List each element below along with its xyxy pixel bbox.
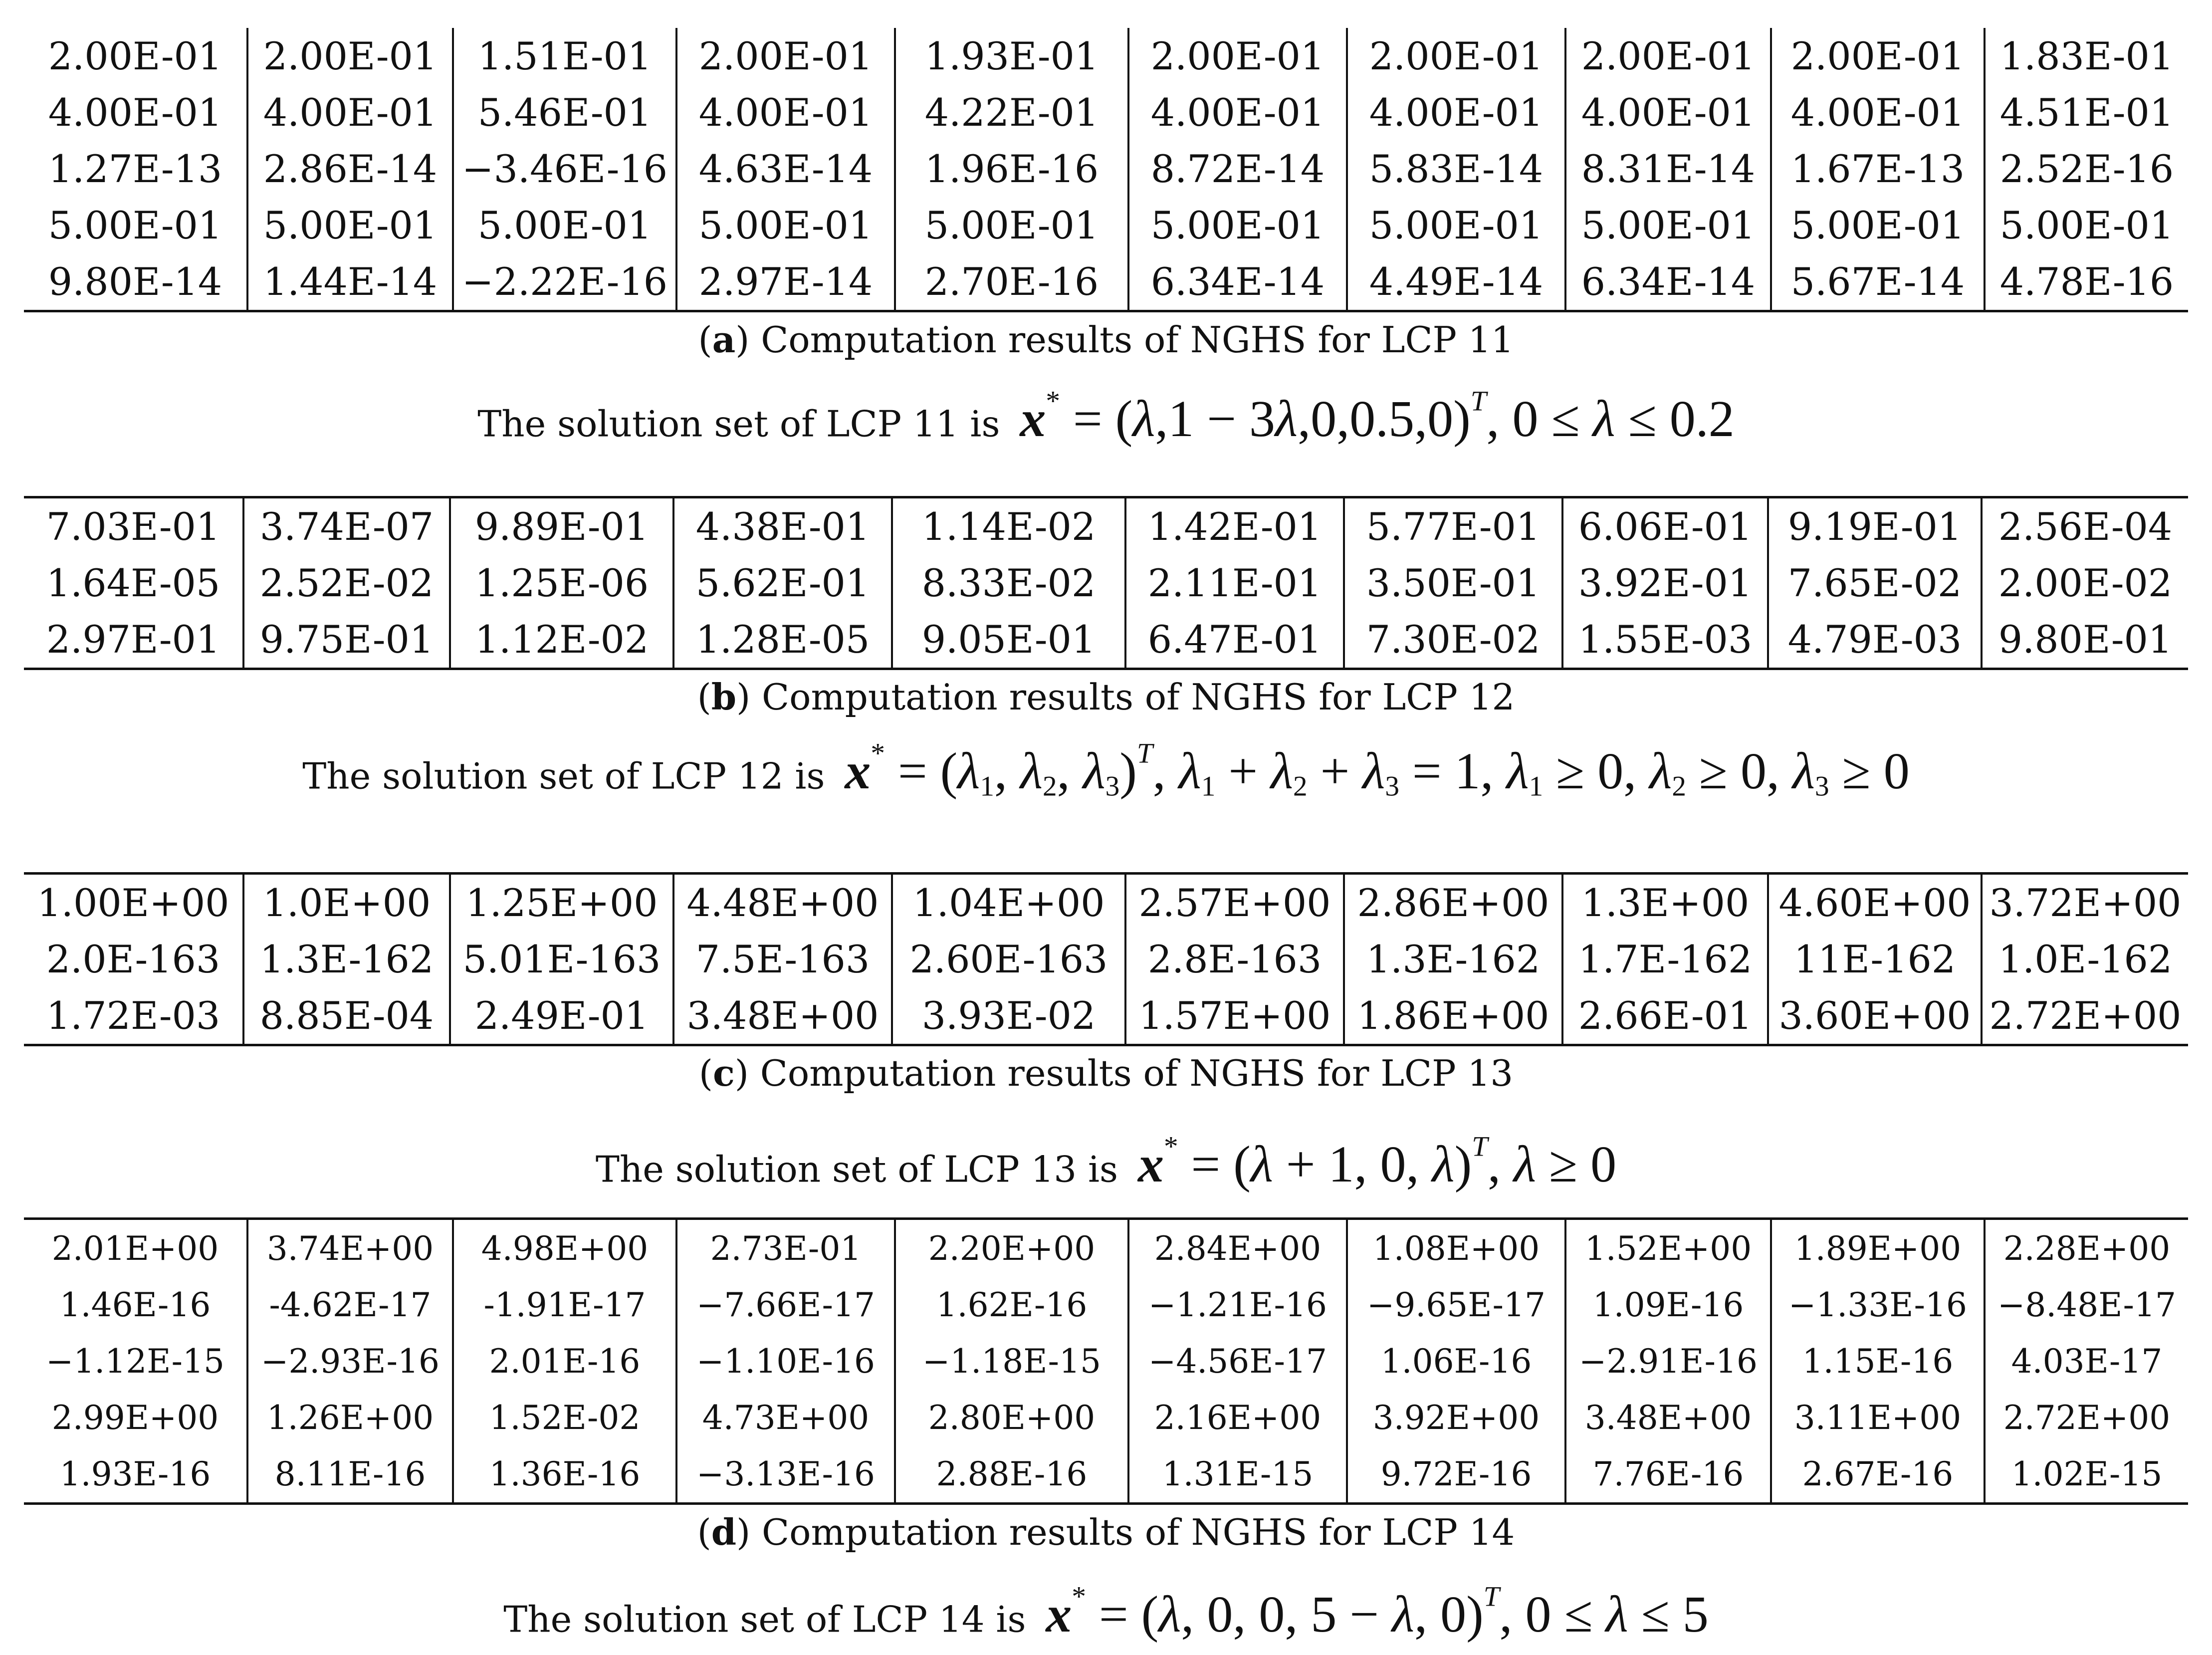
cell-value: 9.89E-01 [474,504,649,549]
cell-value: 3.92E+00 [1372,1398,1540,1437]
table-row [24,497,2188,669]
cell-value: 1.02E-15 [2011,1454,2163,1493]
cell-value: 5.83E-14 [1369,147,1544,191]
cell-value: 4.48E+00 [686,881,879,925]
cell-value: 5.00E-01 [48,203,222,247]
cell-value: 9.80E-14 [48,259,222,304]
cell-value: 7.03E-01 [46,504,221,549]
table-cell [1768,497,1982,669]
cell-value: 1.96E-16 [924,147,1099,191]
cell-value: 2.00E-01 [263,34,438,78]
cell-value: 5.00E-01 [263,203,438,247]
table-cell [895,1219,1128,1504]
solution-lcp13 [0,1131,2212,1194]
cell-value: 2.67E-16 [1802,1454,1954,1493]
cell-value: 2.70E-16 [924,259,1099,304]
cell-value: 8.33E-02 [921,561,1096,605]
cell-value: 2.0E-163 [46,937,221,981]
table-cell [1982,874,2188,1045]
cell-value: 4.51E-01 [1999,90,2174,135]
cell-value: 8.85E-04 [259,993,434,1038]
cell-value: 4.03E-17 [2011,1342,2163,1381]
cell-value: 3.60E+00 [1778,993,1971,1038]
cell-value: 2.00E-01 [1581,34,1756,78]
cell-value: 5.77E-01 [1366,504,1541,549]
cell-value: 1.83E-01 [1999,34,2174,78]
table-row [24,874,2188,1045]
cell-value: 2.20E+00 [928,1229,1096,1268]
cell-value: −1.21E-16 [1148,1285,1327,1324]
cell-value: 4.60E+00 [1778,881,1971,925]
table-cell [1768,874,1982,1045]
cell-value: 9.75E-01 [259,617,434,662]
table-cell [1771,28,1985,311]
cell-value: 5.00E-01 [698,203,873,247]
cell-value: 3.92E-01 [1578,561,1753,605]
cell-value: 1.3E-162 [259,937,434,981]
cell-value: 1.52E+00 [1584,1229,1752,1268]
cell-value: 2.86E-14 [263,147,438,191]
cell-value: 1.89E+00 [1794,1229,1962,1268]
cell-value: 4.63E-14 [698,147,873,191]
cell-value: 4.00E-01 [1790,90,1965,135]
cell-value: 4.00E-01 [1369,90,1544,135]
cell-value: −2.93E-16 [261,1342,440,1381]
cell-value: 1.27E-13 [48,147,222,191]
caption-lcp11: (a) Computation results of NGHS for LCP 11 [698,318,1514,361]
table-cell [24,28,247,311]
cell-value: −3.13E-16 [696,1454,875,1493]
table-cell [1985,1219,2188,1504]
cell-value: 1.09E-16 [1592,1285,1744,1324]
cell-value: 8.31E-14 [1581,147,1756,191]
table-cell [450,874,673,1045]
cell-value: 1.55E-03 [1578,617,1753,662]
cell-value: 1.0E+00 [262,881,431,925]
table-cell [243,497,450,669]
table-cell [673,497,892,669]
cell-value: 1.67E-13 [1790,147,1965,191]
cell-value: 3.11E+00 [1794,1398,1962,1437]
table-cell [892,874,1125,1045]
table-cell [24,874,243,1045]
cell-value: 1.3E-162 [1366,937,1541,981]
cell-value: 9.05E-01 [921,617,1096,662]
cell-value: 6.06E-01 [1578,504,1753,549]
cell-value: 5.00E-01 [1999,203,2174,247]
cell-value: 1.93E-16 [59,1454,211,1493]
solution-label: The solution set of LCP 12 is [302,755,825,797]
cell-value: 1.62E-16 [936,1285,1088,1324]
cell-value: 1.36E-16 [489,1454,641,1493]
table-cell [1771,1219,1985,1504]
table-row [24,28,2188,311]
cell-value: -1.91E-17 [483,1285,646,1324]
cell-value: 6.34E-14 [1581,259,1756,304]
cell-value: 5.00E-01 [1150,203,1325,247]
cell-value: 4.79E-03 [1787,617,1962,662]
formula-lcp11: $x^* = (\lambda,1 - 3\lambda,0,0.5,0)^T$, 0 ≤ λ ≤ 0.2 [1020,386,1735,448]
table-cell [453,1219,676,1504]
cell-value: 2.11E-01 [1147,561,1322,605]
cell-value: 2.00E-02 [1998,561,2173,605]
cell-value: 3.48E+00 [686,993,879,1038]
cell-value: −1.18E-15 [922,1342,1101,1381]
solution-label: The solution set of LCP 13 is [595,1148,1118,1190]
cell-value: 2.52E-02 [259,561,434,605]
cell-value: −1.10E-16 [696,1342,875,1381]
cell-value: 4.98E+00 [481,1229,649,1268]
cell-value: 1.31E-15 [1162,1454,1314,1493]
table-cell [1565,28,1771,311]
table-cell [1562,874,1768,1045]
cell-value: 2.86E+00 [1357,881,1549,925]
solution-lcp11 [0,385,2212,449]
cell-value: 2.00E-01 [698,34,873,78]
cell-value: 5.00E-01 [924,203,1099,247]
cell-value: 1.28E-05 [695,617,870,662]
cell-value: 2.00E-01 [1369,34,1544,78]
cell-value: 1.57E+00 [1138,993,1331,1038]
table-cell [1347,28,1565,311]
cell-value: −8.48E-17 [1997,1285,2176,1324]
cell-value: 3.93E-02 [921,993,1096,1038]
cell-value: 1.46E-16 [59,1285,211,1324]
table-cell [1344,497,1562,669]
results-table-lcp14 [24,1217,2188,1505]
formula-lcp12: $x^* = (\lambda_1$, $\lambda_2$, $\lambda_3)^T$, $\lambda_1 + \lambda_2 + \lambda_3 = 1$, $\lambda_1 \ge 0$, $\lambda_2 \ge 0$, $\lambda_3 \ge 0$ [845,738,1910,802]
cell-value: 4.22E-01 [924,90,1099,135]
table-cell [1985,28,2188,311]
caption-lcp14: (d) Computation results of NGHS for LCP 14 [697,1511,1515,1553]
cell-value: −7.66E-17 [696,1285,875,1324]
cell-value: 5.62E-01 [695,561,870,605]
cell-value: 2.28E+00 [2003,1229,2171,1268]
cell-value: 2.49E-01 [474,993,649,1038]
cell-value: 2.56E-04 [1998,504,2173,549]
cell-value: 7.5E-163 [695,937,870,981]
table-cell [243,874,450,1045]
cell-value: 1.52E-02 [489,1398,641,1437]
cell-value: 2.01E-16 [489,1342,641,1381]
cell-value: 4.00E-01 [263,90,438,135]
cell-value: 5.67E-14 [1790,259,1965,304]
cell-value: 2.72E+00 [1989,993,2182,1038]
caption-lcp12: (b) Computation results of NGHS for LCP 12 [697,676,1515,718]
cell-value: 5.00E-01 [1369,203,1544,247]
table-cell [247,28,453,311]
table-cell [673,874,892,1045]
cell-value: 7.30E-02 [1366,617,1541,662]
cell-value: 2.00E-01 [1150,34,1325,78]
cell-value: 4.00E-01 [1150,90,1325,135]
cell-value: 3.72E+00 [1989,881,2182,925]
cell-value: 4.00E-01 [1581,90,1756,135]
cell-value: 1.12E-02 [474,617,649,662]
cell-value: 5.00E-01 [477,203,652,247]
table-cell [1347,1219,1565,1504]
cell-value: 7.76E-16 [1592,1454,1744,1493]
cell-value: 2.80E+00 [928,1398,1096,1437]
cell-value: 1.06E-16 [1380,1342,1532,1381]
results-table-lcp13 [24,872,2188,1046]
solution-label: The solution set of LCP 14 is [503,1598,1026,1641]
cell-value: 1.08E+00 [1372,1229,1540,1268]
cell-value: 7.65E-02 [1787,561,1962,605]
cell-value: 3.48E+00 [1584,1398,1752,1437]
cell-value: −2.22E-16 [461,259,668,304]
cell-value: −2.91E-16 [1579,1342,1758,1381]
cell-value: 6.34E-14 [1150,259,1325,304]
table-cell [1344,874,1562,1045]
cell-value: 5.00E-01 [1581,203,1756,247]
cell-value: 5.01E-163 [462,937,661,981]
cell-value: 4.73E+00 [702,1398,870,1437]
table-cell [892,497,1125,669]
cell-value: 11E-162 [1793,937,1956,981]
results-table-lcp11 [24,28,2188,312]
cell-value: 9.72E-16 [1380,1454,1532,1493]
cell-value: 8.72E-14 [1150,147,1325,191]
cell-value: 2.00E-01 [1790,34,1965,78]
solution-lcp12 [0,737,2212,803]
cell-value: 8.11E-16 [274,1454,426,1493]
table-cell [24,497,243,669]
cell-value: 2.00E-01 [48,34,222,78]
cell-value: 2.73E-01 [710,1229,862,1268]
table-cell [895,28,1128,311]
cell-value: 2.57E+00 [1138,881,1331,925]
cell-value: 1.3E+00 [1581,881,1750,925]
cell-value: 2.16E+00 [1154,1398,1322,1437]
formula-lcp14: x* = (λ, 0, 0, 5 − λ, 0)$^T$, 0 ≤ λ ≤ 5 [1046,1581,1709,1644]
table-cell [24,1219,247,1504]
cell-value: 9.19E-01 [1787,504,1962,549]
table-cell [1125,874,1344,1045]
results-table-lcp12 [24,496,2188,670]
table-cell [450,497,673,669]
cell-value: 1.44E-14 [263,259,438,304]
table-cell [247,1219,453,1504]
cell-value: 2.97E-01 [46,617,221,662]
table-cell [1562,497,1768,669]
cell-value: 1.7E-162 [1578,937,1753,981]
solution-label: The solution set of LCP 11 is [477,403,1000,445]
cell-value: 3.50E-01 [1366,561,1541,605]
cell-value: 4.49E-14 [1369,259,1544,304]
cell-value: 1.93E-01 [924,34,1099,78]
table-cell [1565,1219,1771,1504]
cell-value: 1.15E-16 [1802,1342,1954,1381]
cell-value: 1.64E-05 [46,561,221,605]
cell-value: 1.26E+00 [266,1398,434,1437]
cell-value: 4.78E-16 [1999,259,2174,304]
cell-value: 1.86E+00 [1357,993,1549,1038]
cell-value: 1.14E-02 [921,504,1096,549]
cell-value: 2.84E+00 [1154,1229,1322,1268]
cell-value: 3.74E+00 [266,1229,434,1268]
table-cell [1128,1219,1347,1504]
cell-value: -4.62E-17 [269,1285,432,1324]
cell-value: 2.8E-163 [1147,937,1322,981]
cell-value: 3.74E-07 [259,504,434,549]
cell-value: 2.60E-163 [909,937,1108,981]
cell-value: 2.66E-01 [1578,993,1753,1038]
cell-value: −9.65E-17 [1367,1285,1546,1324]
cell-value: 4.00E-01 [698,90,873,135]
table-cell [676,28,895,311]
cell-value: 1.25E-06 [474,561,649,605]
cell-value: 5.00E-01 [1790,203,1965,247]
cell-value: 5.46E-01 [477,90,652,135]
cell-value: 1.00E+00 [37,881,229,925]
table-row [24,1219,2188,1504]
caption-lcp13: (c) Computation results of NGHS for LCP 13 [698,1052,1514,1094]
cell-value: 4.00E-01 [48,90,222,135]
cell-value: 9.80E-01 [1998,617,2173,662]
cell-value: 1.51E-01 [477,34,652,78]
solution-lcp14 [0,1581,2212,1644]
cell-value: 2.88E-16 [936,1454,1088,1493]
cell-value: 2.72E+00 [2003,1398,2171,1437]
cell-value: 6.47E-01 [1147,617,1322,662]
table-cell [676,1219,895,1504]
table-cell [1982,497,2188,669]
cell-value: 1.72E-03 [46,993,221,1038]
cell-value: 1.0E-162 [1998,937,2173,981]
table-cell [453,28,676,311]
cell-value: 1.42E-01 [1147,504,1322,549]
cell-value: −1.33E-16 [1788,1285,1967,1324]
cell-value: 2.99E+00 [51,1398,219,1437]
cell-value: −1.12E-15 [46,1342,224,1381]
cell-value: 1.04E+00 [912,881,1105,925]
formula-lcp13: x* = (λ + 1, 0, λ)$^T$, λ ≥ 0 [1137,1131,1617,1193]
cell-value: 2.01E+00 [51,1229,219,1268]
cell-value: −4.56E-17 [1148,1342,1327,1381]
cell-value: −3.46E-16 [461,147,668,191]
table-cell [1125,497,1344,669]
cell-value: 1.25E+00 [465,881,658,925]
cell-value: 4.38E-01 [695,504,870,549]
table-cell [1128,28,1347,311]
cell-value: 2.52E-16 [1999,147,2174,191]
cell-value: 2.97E-14 [698,259,873,304]
